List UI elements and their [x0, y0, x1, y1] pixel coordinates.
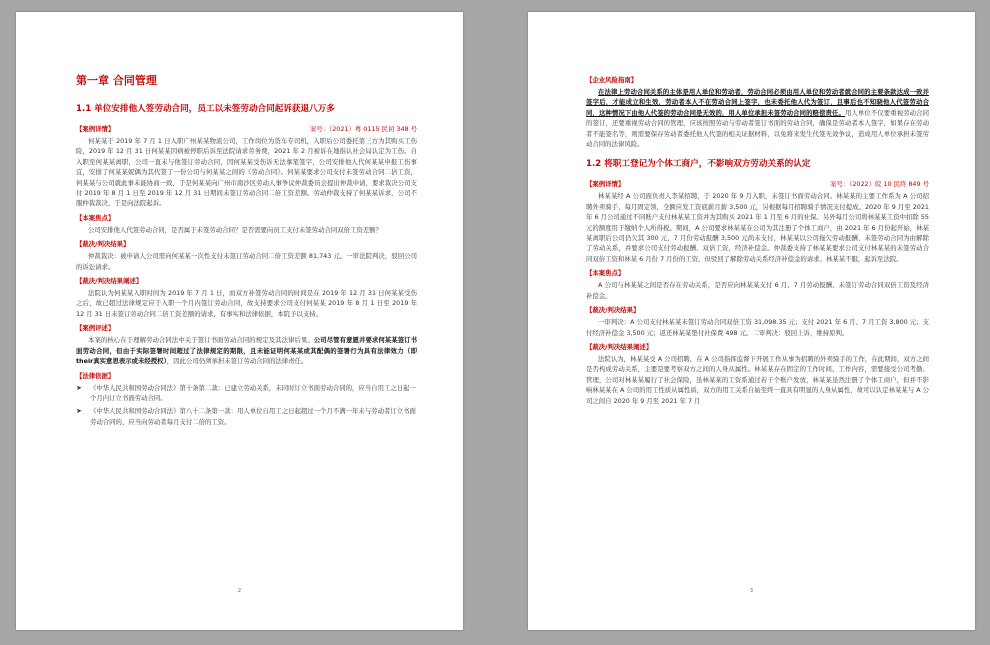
- law-heading: [76, 371, 417, 380]
- result-heading: [76, 239, 417, 248]
- law-item: [76, 406, 417, 427]
- focus-tag: 【本案焦点】: [586, 269, 625, 278]
- reason-text: 法院认为何某某入职时间为 2019 年 7 月 1 日，而双方补签劳动合同的时间是在 2019 年 12 月 31 日何某某受伤之后，故已超过法律规定应于入职一个月内签订劳动合同，故支持要求公司支付何某某 2019 年 8 月 1 日至 2019 年 12 月 31 日未签订劳动合同二倍工资差额的请求，有事实和法律依据，本院予以支持。: [76, 289, 417, 318]
- bullet-arrow-icon: ➤: [76, 383, 82, 392]
- result-tag: 【裁决/判决结果】: [586, 306, 640, 315]
- section-title: 1.1 单位安排他人签劳动合同，员工以未签劳动合同起诉获退八万多: [76, 104, 335, 114]
- section-title: 1.2 将职工登记为个体工商户，不影响双方劳动关系的认定: [586, 159, 811, 170]
- bullet-arrow-icon: ➤: [76, 407, 82, 416]
- reason-tag: 【裁决/判决结果阐述】: [586, 342, 653, 351]
- law-item: [76, 383, 417, 404]
- law-item-text: 《中华人民共和国劳动合同法》第十条第二款：已建立劳动关系，未同时订立书面劳动合同的，应当自用工之日起一个月内订立书面劳动合同。: [90, 383, 416, 402]
- tips-heading: [76, 323, 417, 332]
- tips-text-c: ，因此公司仍须承担未签订劳动合同的法律责任。: [166, 357, 308, 366]
- risk-text-bold: 在法律上劳动合同关系的主体是用人单位和劳动者，劳动合同必须由用人单位和劳动者就合同的主要条款达成一致并签字后，才能成立和生效，劳动者本人不在劳动合同上签字，也未委托他人代为签订，且事后也不知晓他人代签劳动合同，这种情况下由他人代签的劳动合同是无效的，用人单位承担未签劳动合同的赔偿责任。: [586, 88, 929, 117]
- risk-text: [586, 87, 929, 149]
- page-number: 3: [749, 588, 754, 594]
- case-number: 案号：（2021）粤 0115 民初 348 号: [309, 125, 417, 133]
- case-detail-text: 林某某经 A 公司面负责人李某招聘，于 2020 年 9 月入职，未签订书面劳动合同。林某某的主要工作系为 A 公司招聘外卖骑手，每月固定领，全额应发工资底薪月薪 3,500 元，另根据每月招聘骑手情况支付提成。2020 年 9 月至 2021 年 6 月公司通过不同账户支付林某某工资并为其购买 2021 年 1 月至 6 月的社保。另外每月公司将林某某工资中扣除 55 元的额度用于缴纳个人所得税。期间，A 公司要求林某某在公司为其注册了个体工商户，由 2021 年 6 月份起开始，林某某离职后公司仍欠其 300 元，7 月份劳动报酬 3,500 元尚未支付，林某某以公司拖欠劳动报酬、未签劳动合同为由解除了劳动关系，并要求公司支付劳动报酬、双倍工资，经济补偿金。仲裁委支持了林某某要求公司支付林某某的未签劳动合同双倍工资和林某 6 月份 7 月份的工资，但驳回了解除劳动关系经济补偿金的请求。林某某不服，起诉至法院。: [586, 192, 929, 263]
- case-detail-heading: [586, 179, 929, 188]
- focus-heading: [76, 213, 417, 222]
- reason-text: 法院认为，林某某受 A 公司招聘，在 A 公司指挥监督下开展工作从事为招聘的外卖骑手的工作，在此期间，双方之间是否构成劳动关系，主要是要考察双方之间的人身从属性。林某某存在固定的工作时间、工作内容，需要接受公司考勤、管理，公司对林某某履行了社会保险，虽林某某的工资系通过若干个账户发放，林某某虽然注册了个体工商户，但并不影响林某某在 A 公司的用工性质从属性质，双方的用工关系自始至终一直具有明显的人身从属性，故可以认定林某某与 A 公司之间自 2020 年 9 月至 2021 年 7 月: [586, 354, 929, 405]
- case-detail-tag: 【案例详情】: [586, 180, 625, 189]
- law-item-text: 《中华人民共和国劳动合同法》第八十二条第一款：用人单位自用工之日起超过一个月不满一年未与劳动者订立书面劳动合同的，应当向劳动者每月支付二倍的工资。: [90, 407, 416, 426]
- case-number: 案号：（2022）皖 10 民终 849 号: [829, 180, 929, 189]
- page-number: 2: [237, 588, 242, 594]
- case-detail-text: 何某某于 2019 年 7 月 1 日入职广州某某物流公司，工作岗位为货车专司机，入职后公司委托第三方为其购买工伤险，2019 年 12 月 31 日何某某因病被停职后诉至法院请求劳务费，2021 年 2 月被诉在地指认社会局认定为工伤。自入职至何某某离职，公司一直未与他签订劳动合同，因何某某受伤诉无法拿笔签字，公司安排他人代何某某申报工伤事宜，安排了何某某妮偶为其代签了一份公司与何某某之间的《劳动合同》。何某某要求公司支付未签劳动合同二倍工资，何某某与公司就此事未能协商一致，于是何某某向广州市南沙区劳动人事争议仲裁委员会提出仲裁申请，要求裁决公司支付 2019 年 8 月 1 日至 2019 年 12 月 31 日期间未签订劳动合同二倍工资差额。劳动仲裁支持了何某某诉求，公司不服仲裁裁决，于是向法院起诉。: [76, 137, 417, 208]
- case-detail-heading: [76, 124, 417, 133]
- result-heading: [586, 305, 929, 314]
- chapter-title: 第一章 合同管理: [76, 74, 157, 87]
- reason-heading: [76, 276, 417, 285]
- risk-tag: 【企业风险指南】: [586, 76, 638, 84]
- tips-tag: 【案例评述】: [76, 324, 115, 333]
- focus-text: 公司安排他人代签劳动合同，是否属于未签劳动合同？是否需要向员工支付未签劳动合同双倍工资差额？: [88, 225, 382, 234]
- risk-heading: [586, 75, 929, 84]
- reason-heading: [586, 342, 929, 351]
- reason-tag: 【裁决/判决结果阐述】: [76, 277, 143, 286]
- result-tag: 【裁决/判决结果】: [76, 240, 130, 249]
- risk-text-normal: 用人单位不仅要重视劳动合同的签订，还要重视劳动合同的管理，应该按照劳动与劳动者签订书面的劳动合同，确保是劳动者本人签字，如果存在劳动者不能签名等，则需要保存劳动者委托他人代签的相关证据材料，以免将来发生代签无效争议，造成用人单位承担未签劳动合同的法律风险。: [586, 108, 930, 149]
- tips-text: [76, 335, 417, 366]
- tips-text-bold: 公司尽管有意愿并要求何某某签订书面劳动合同，但由于实际签署时间超过了法律规定的期限，且未能证明何某某或其配偶的签署行为具有法律效力（即their真实意思表示或未经授权）: [76, 336, 418, 366]
- focus-heading: [586, 268, 929, 277]
- tips-text-a: 本案的核心在于理解劳动合同法中关于签订书面劳动合同的规定及其法律后果。: [88, 336, 314, 345]
- focus-text: A 公司与林某某之间是否存在劳动关系，是否应向林某某支付 6 月、7 月劳动报酬、未签订劳动合同双倍工资及经济补偿金。: [586, 281, 929, 300]
- case-detail-tag: 【案例详情】: [76, 125, 115, 133]
- document-page-left: [16, 12, 463, 630]
- result-text: 一审判决：A 公司支付林某某未签订劳动合同双倍工资 31,098.35 元；支付 2021 年 6 月、7 月工资 3,800 元；支付经济补偿金 3,500 元；返还林某某垫付社保费 498 元。二审判决：驳回上诉，维持原判。: [586, 318, 929, 337]
- document-page-right: [528, 12, 975, 630]
- result-text: 仲裁裁决：被申请人公司需向何某某一次性支付未签订劳动合同二倍工资差额 81,743 元。一审法院判决，驳回公司的诉讼请求。: [76, 252, 417, 271]
- law-tag: 【法律依据】: [76, 371, 115, 380]
- focus-tag: 【本案焦点】: [76, 213, 115, 222]
